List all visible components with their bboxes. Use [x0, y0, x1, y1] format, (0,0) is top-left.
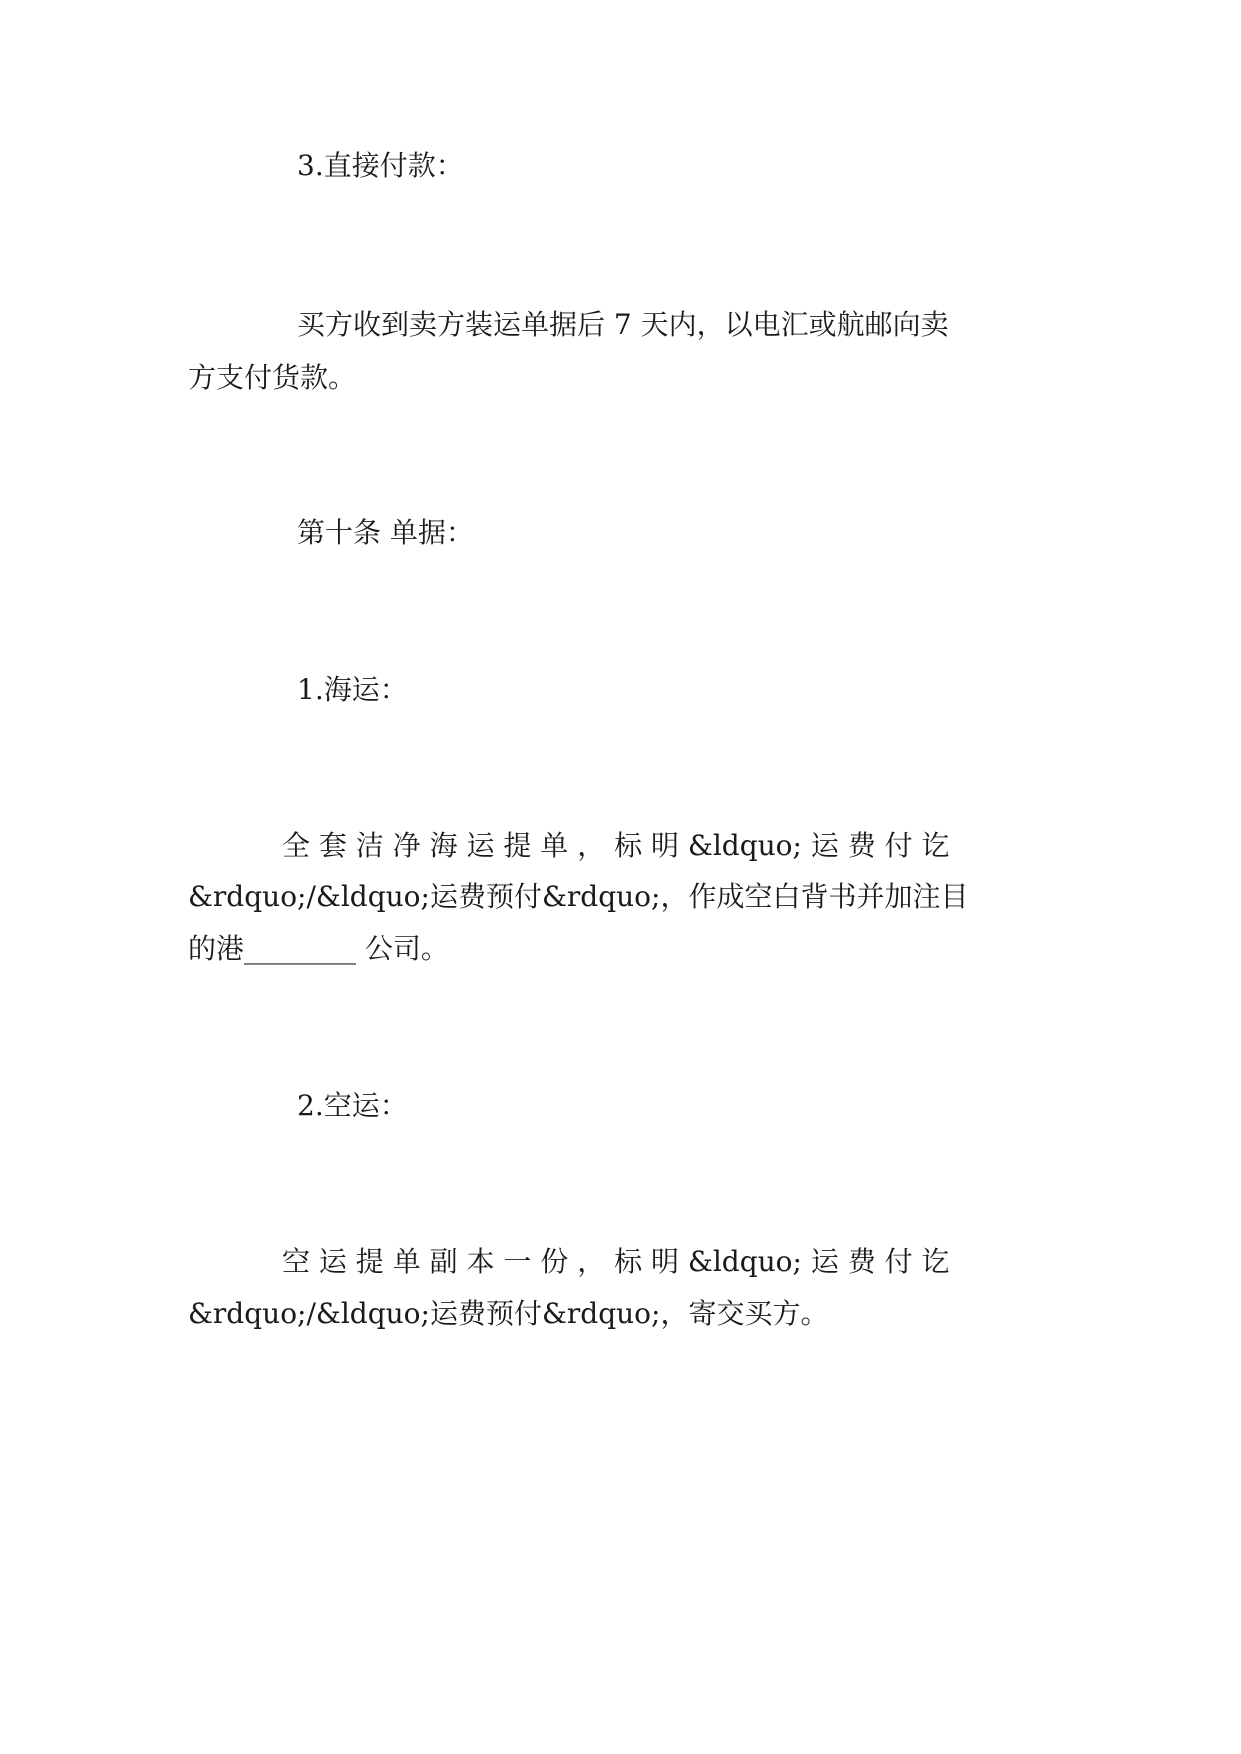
ocean-paragraph-line-2: &rdquo;/&ldquo;运费预付&rdquo;，作成空白背书并加注目 [188, 880, 969, 913]
air-paragraph-line-1: 空 运 提 单 副 本 一 份 ， 标 明 &ldquo; 运 费 付 讫 [282, 1245, 950, 1278]
heading-article-10: 第十条 单据： [297, 516, 474, 549]
ocean-paragraph-line-1: 全 套 洁 净 海 运 提 单 ， 标 明 &ldquo; 运 费 付 讫 [282, 829, 950, 862]
heading-ocean-shipping: 1.海运： [297, 673, 408, 706]
heading-air-shipping: 2.空运： [297, 1089, 408, 1122]
air-paragraph-line-2: &rdquo;/&ldquo;运费预付&rdquo;，寄交买方。 [188, 1297, 829, 1330]
payment-paragraph-line-2: 方支付货款。 [188, 361, 357, 394]
heading-direct-payment: 3.直接付款： [297, 149, 464, 182]
payment-paragraph-line-1: 买方收到卖方装运单据后 7 天内，以电汇或航邮向卖 [297, 308, 949, 341]
ocean-paragraph-line-3: 的港________ 公司。 [188, 932, 449, 965]
